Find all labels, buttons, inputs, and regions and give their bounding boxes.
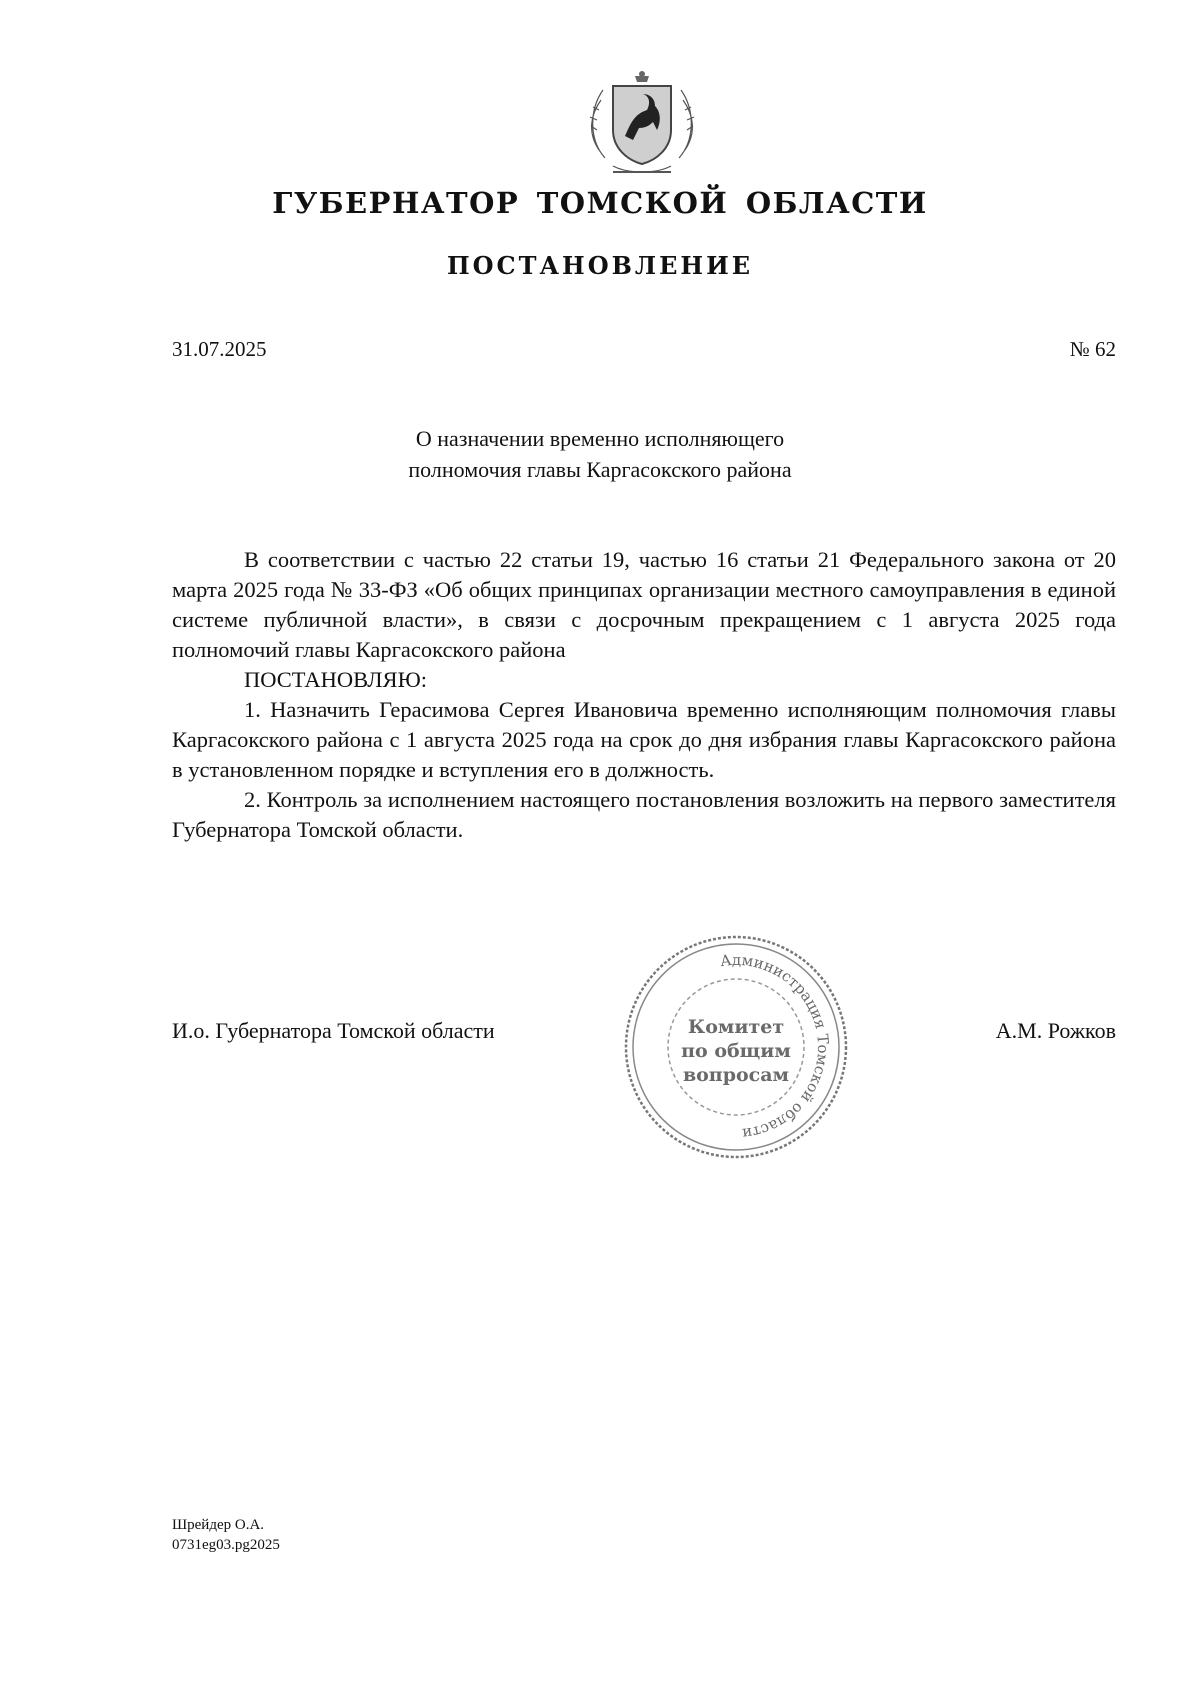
document-date: 31.07.2025 bbox=[172, 337, 267, 361]
subject-line: полномочия главы Каргасокского района bbox=[408, 457, 792, 482]
footer-executor-info bbox=[172, 1515, 280, 1555]
signatory-position: И.о. Губернатора Томской области bbox=[172, 1018, 495, 1043]
stamp-ring-text: Администрация Томской области bbox=[719, 950, 833, 1143]
resolution-item-1: 1. Назначить Герасимова Сергея Ивановича временно исполняющим полномочия главы Каргасокского района с 1 августа 2025 года на срок до дня избрания главы Каргасокского района в установленном порядке и вступления его в должность. bbox=[172, 697, 1116, 782]
document-type: ПОСТАНОВЛЕНИЕ bbox=[446, 251, 754, 280]
resolution-item-2: 2. Контроль за исполнением настоящего постановления возложить на первого заместителя Губернатора Томской области. bbox=[172, 787, 1116, 842]
coat-of-arms-icon bbox=[583, 70, 701, 182]
file-code: 0731eg03.pg2025 bbox=[172, 1537, 280, 1553]
stamp-line: вопросам bbox=[682, 1064, 790, 1086]
document-number: № 62 bbox=[1069, 337, 1116, 361]
signatory-name: А.М. Рожков bbox=[995, 1018, 1116, 1043]
executor-name: Шрейдер О.А. bbox=[172, 1517, 265, 1533]
preamble-paragraph: В соответствии с частью 22 статьи 19, частью 16 статьи 21 Федерального закона от 20 марта 2025 года № 33-ФЗ «Об общих принципах организации местного самоуправления в единой системе публичной власти», в связи с досрочным прекращением с 1 августа 2025 года полномочий главы Каргасокского района bbox=[172, 547, 1116, 662]
official-stamp bbox=[622, 933, 850, 1161]
resolve-heading: ПОСТАНОВЛЯЮ: bbox=[244, 667, 427, 692]
subject-line: О назначении временно исполняющего bbox=[415, 426, 785, 451]
document-subject bbox=[300, 423, 900, 485]
org-title: ГУБЕРНАТОР ТОМСКОЙ ОБЛАСТИ bbox=[272, 186, 928, 220]
stamp-line: Комитет bbox=[687, 1016, 785, 1038]
document-body bbox=[172, 545, 1116, 845]
stamp-line: по общим bbox=[681, 1040, 791, 1062]
